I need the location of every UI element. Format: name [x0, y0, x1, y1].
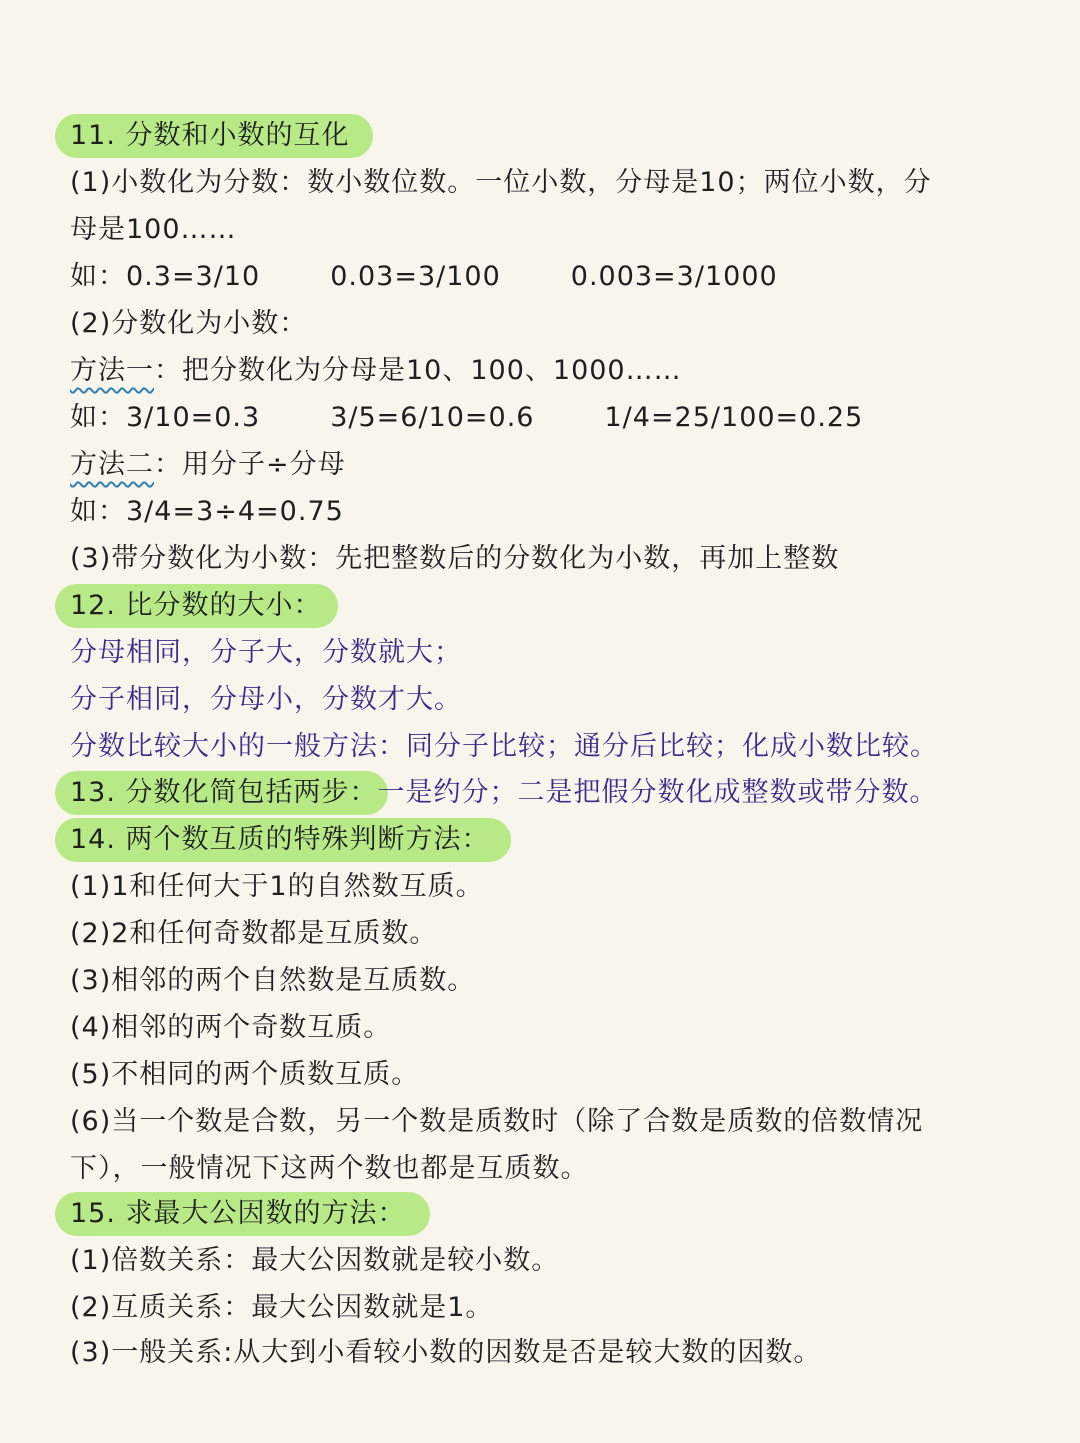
- s14-item-6-cont: 下），一般情况下这两个数也都是互质数。: [70, 1153, 589, 1184]
- s14-item-5: (5)不相同的两个质数互质。: [70, 1059, 420, 1090]
- s11-line-3: (2)分数化为小数：: [70, 308, 308, 339]
- section-13-title: [70, 771, 938, 815]
- s14-item-6: (6)当一个数是合数，另一个数是质数时（除了合数是质数的倍数情况: [70, 1106, 924, 1137]
- s11-example-2: [70, 398, 1020, 438]
- section-11-title: 11. 分数和小数的互化: [70, 120, 350, 151]
- section-13-title-text: 13. 分数化简包括两步：: [70, 777, 378, 808]
- s11-example-1b: 0.03=3/100: [330, 261, 501, 292]
- section-12-title: 12. 比分数的大小：: [70, 590, 322, 621]
- method-2-label: 方法二: [70, 449, 154, 480]
- s11-example-1a: 如：0.3=3/10: [70, 261, 261, 292]
- s11-line-2: 母是100……: [70, 214, 237, 245]
- s12-line-2: 分子相同，分母小，分数才大。: [70, 684, 462, 715]
- method-2-text: ：用分子÷分母: [154, 449, 346, 480]
- s11-example-2b: 3/5=6/10=0.6: [330, 402, 535, 433]
- s11-method-1: [70, 351, 1020, 391]
- method-1-text: ：把分数化为分母是10、100、1000……: [154, 355, 682, 386]
- s11-example-3: 如：3/4=3÷4=0.75: [70, 496, 344, 527]
- s15-item-1: (1)倍数关系：最大公因数就是较小数。: [70, 1245, 560, 1276]
- section-15-title: 15. 求最大公因数的方法：: [70, 1198, 406, 1229]
- s11-example-2c: 1/4=25/100=0.25: [604, 402, 864, 433]
- s15-item-2: (2)互质关系：最大公因数就是1。: [70, 1292, 494, 1323]
- s11-line-4: (3)带分数化为小数：先把整数后的分数化为小数，再加上整数: [70, 543, 840, 574]
- s12-line-1: 分母相同，分子大，分数就大；: [70, 637, 462, 668]
- method-1-label: 方法一: [70, 355, 154, 386]
- s14-item-4: (4)相邻的两个奇数互质。: [70, 1012, 392, 1043]
- s12-line-3: 分数比较大小的一般方法：同分子比较；通分后比较；化成小数比较。: [70, 731, 938, 762]
- s11-example-1c: 0.003=3/1000: [570, 261, 778, 292]
- section-14-title: 14. 两个数互质的特殊判断方法：: [70, 824, 490, 855]
- section-13-rest: 一是约分；二是把假分数化成整数或带分数。: [377, 777, 938, 808]
- s11-example-2a: 如：3/10=0.3: [70, 402, 261, 433]
- s11-line-1: (1)小数化为分数：数小数位数。一位小数，分母是10；两位小数，分: [70, 167, 932, 198]
- s14-item-1: (1)1和任何大于1的自然数互质。: [70, 871, 484, 902]
- s11-example-1: [70, 257, 1020, 297]
- s11-method-2: [70, 445, 1020, 485]
- s15-item-3: (3)一般关系:从大到小看较小数的因数是否是较大数的因数。: [70, 1337, 822, 1368]
- s14-item-3: (3)相邻的两个自然数是互质数。: [70, 965, 476, 996]
- s14-item-2: (2)2和任何奇数都是互质数。: [70, 918, 438, 949]
